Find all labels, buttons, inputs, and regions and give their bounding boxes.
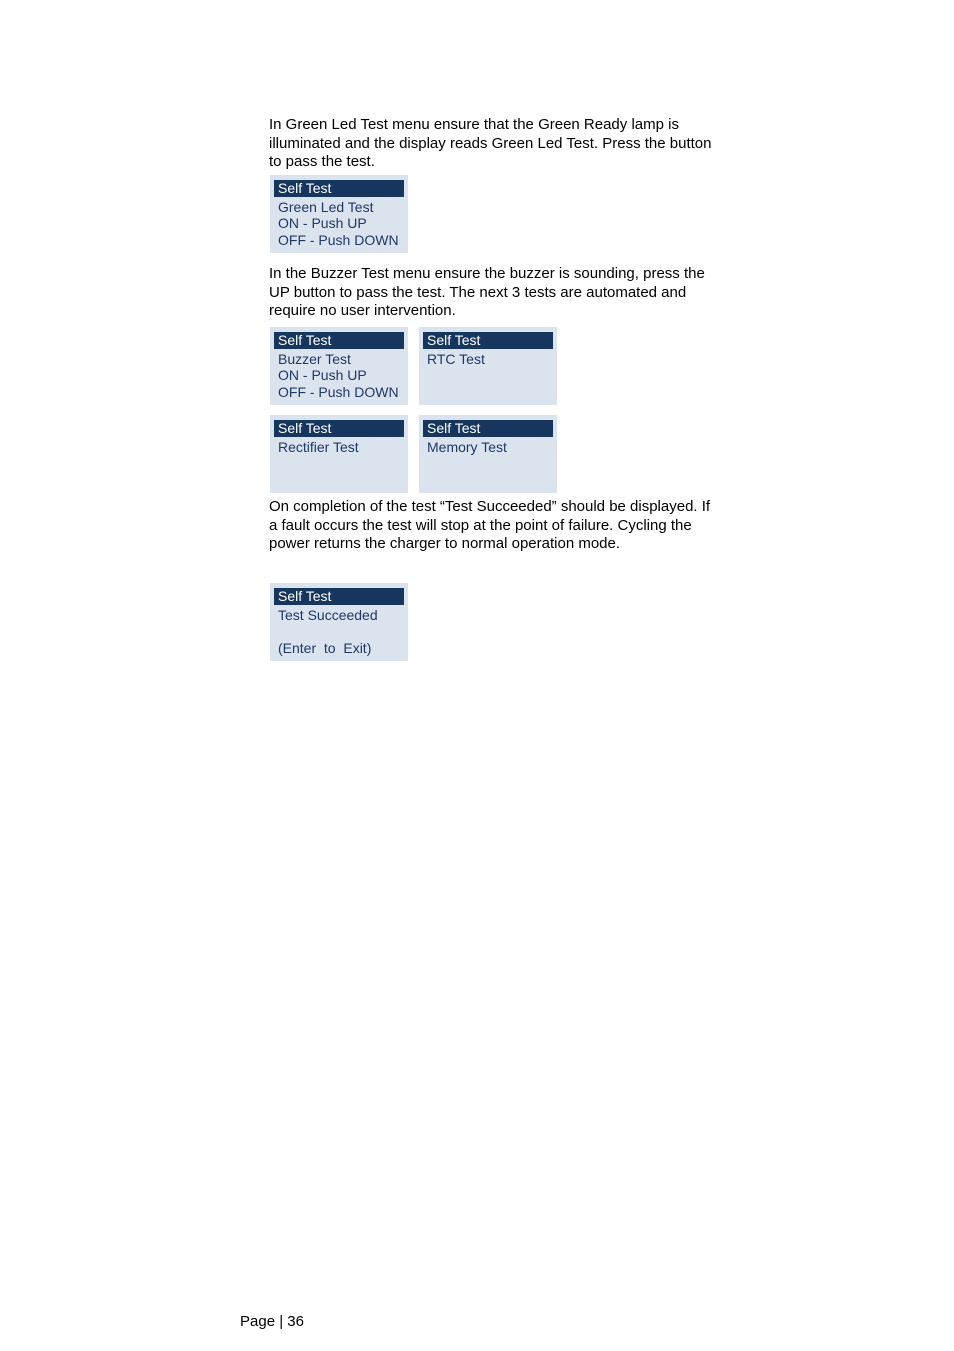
lcd-line: RTC Test — [427, 351, 485, 367]
lcd-line: ON - Push UP — [278, 367, 367, 384]
lcd-line — [274, 623, 404, 639]
buzzer-instructions: In the Buzzer Test menu ensure the buzzer is sounding, press the UP button to pass the test. The next 3 tests are automated and require no user intervention. — [269, 265, 705, 320]
lcd-line: OFF - Push DOWN — [278, 383, 399, 400]
lcd-line: Green Led Test — [278, 199, 374, 215]
lcd-screen-green-led-test — [270, 175, 408, 253]
lcd-header: Self Test — [274, 332, 404, 349]
page-number: Page | 36 — [240, 1313, 304, 1330]
lcd-line: Rectifier Test — [278, 439, 359, 455]
lcd-line: ON - Push UP — [278, 215, 367, 232]
lcd-header: Self Test — [274, 420, 404, 437]
lcd-screen-rtc-test — [419, 327, 557, 405]
lcd-header: Self Test — [423, 332, 553, 349]
lcd-line: OFF - Push DOWN — [278, 231, 399, 248]
completion-instructions: On completion of the test “Test Succeeded” should be displayed. If a fault occurs the test will stop at the point of failure. Cycling the power returns the charger to normal operation mode. — [269, 498, 711, 553]
lcd-line: Memory Test — [427, 439, 507, 455]
lcd-screen-test-succeeded — [270, 583, 408, 661]
lcd-screen-memory-test — [419, 415, 557, 493]
lcd-header: Self Test — [274, 588, 404, 605]
lcd-header: Self Test — [423, 420, 553, 437]
lcd-screen-buzzer-test — [270, 327, 408, 405]
lcd-screen-rectifier-test — [270, 415, 408, 493]
lcd-line: Test Succeeded — [278, 607, 378, 623]
green-led-instructions: In Green Led Test menu ensure that the Green Ready lamp is illuminated and the display reads Green Led Test. Press the button to pass the test. — [269, 116, 712, 171]
lcd-header: Self Test — [274, 180, 404, 197]
lcd-line: Buzzer Test — [278, 351, 351, 367]
lcd-line: (Enter to Exit) — [278, 639, 372, 656]
